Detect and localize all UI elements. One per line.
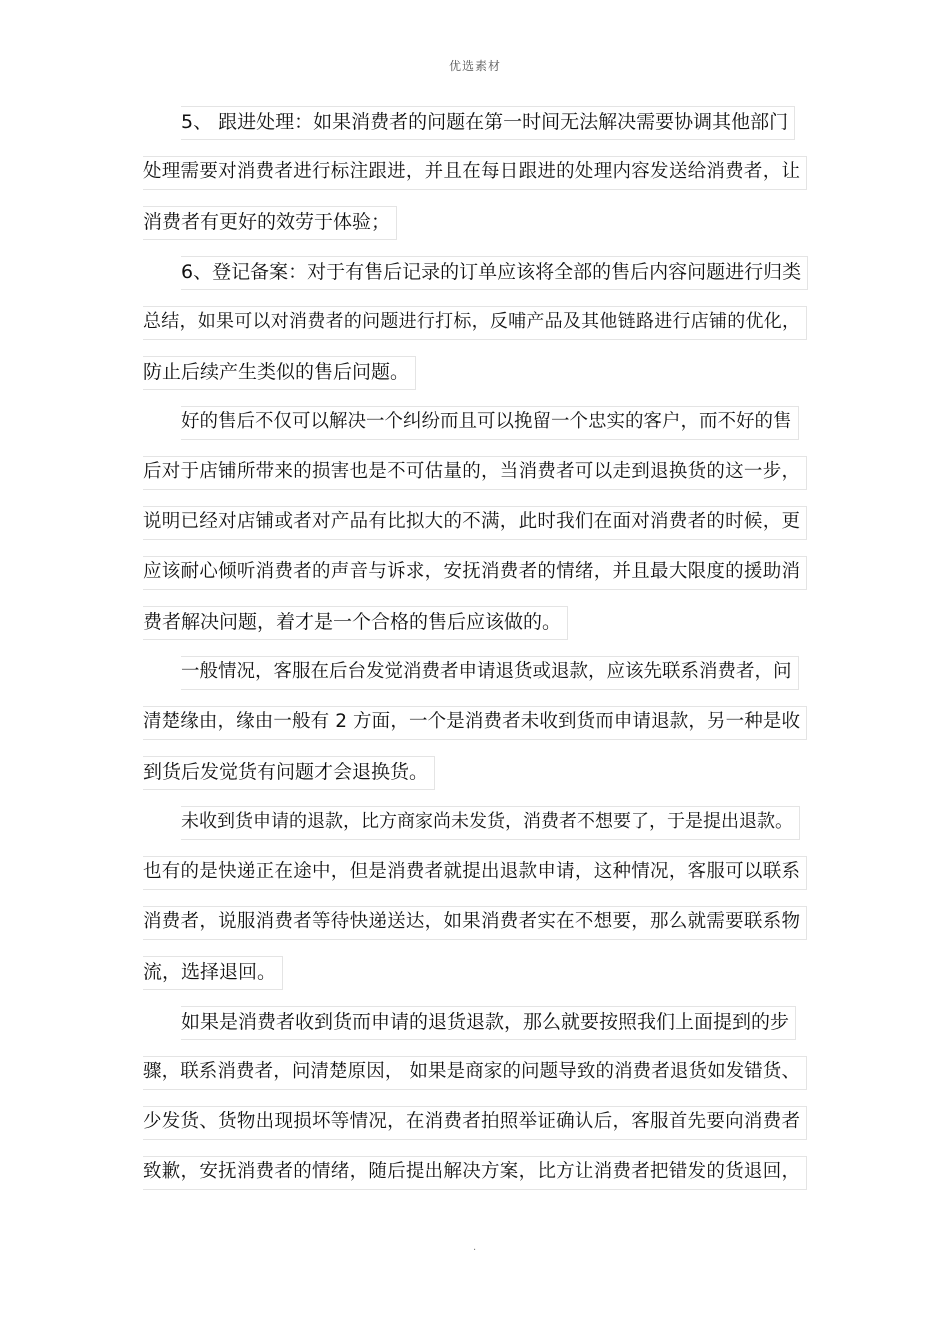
paragraph-line (143, 196, 807, 246)
line-text: 应该耐心倾听消费者的声音与诉求，安抚消费者的情绪，并且最大限度的援助消 (143, 556, 807, 590)
line-text: 一般情况，客服在后台发觉消费者申请退货或退款，应该先联系消费者，问 (181, 656, 799, 690)
line-text: 致歉，安抚消费者的情绪，随后提出解决方案，比方让消费者把错发的货退回， (143, 1156, 807, 1190)
line-text: 骤，联系消费者，问清楚原因， 如果是商家的问题导致的消费者退货如发错货、 (143, 1056, 807, 1090)
line-text: 未收到货申请的退款，比方商家尚未发货，消费者不想要了，于是提出退款。 (181, 806, 800, 840)
paragraph-line (143, 1046, 807, 1096)
line-text: 流，选择退回。 (143, 956, 283, 990)
line-text: 说明已经对店铺或者对产品有比拟大的不满，此时我们在面对消费者的时候，更 (143, 506, 807, 540)
paragraph-line (143, 396, 807, 446)
line-text: 5、 跟进处理：如果消费者的问题在第一时间无法解决需要协调其他部门 (181, 106, 795, 140)
document-body (143, 96, 807, 1196)
page-header: 优选素材 (448, 59, 501, 73)
line-text: 少发货、货物出现损坏等情况，在消费者拍照举证确认后，客服首先要向消费者 (143, 1106, 807, 1140)
footer-dot: . (473, 1242, 477, 1253)
paragraph-line (143, 896, 807, 946)
line-text: 消费者，说服消费者等待快递送达，如果消费者实在不想要，那么就需要联系物 (143, 906, 807, 940)
paragraph-line (143, 496, 807, 546)
line-text: 好的售后不仅可以解决一个纠纷而且可以挽留一个忠实的客户，而不好的售 (181, 406, 799, 440)
line-text: 费者解决问题，着才是一个合格的售后应该做的。 (143, 606, 568, 640)
paragraph-line (143, 546, 807, 596)
line-text: 清楚缘由，缘由一般有 2 方面，一个是消费者未收到货而申请退款，另一种是收 (143, 706, 807, 740)
line-text: 6、登记备案：对于有售后记录的订单应该将全部的售后内容问题进行归类 (181, 256, 808, 290)
paragraph-line (143, 946, 807, 996)
line-text: 也有的是快递正在途中，但是消费者就提出退款申请，这种情况，客服可以联系 (143, 856, 807, 890)
paragraph-line (143, 246, 807, 296)
paragraph-line (143, 646, 807, 696)
line-text: 如果是消费者收到货而申请的退货退款，那么就要按照我们上面提到的步 (181, 1006, 796, 1040)
line-text: 后对于店铺所带来的损害也是不可估量的，当消费者可以走到退换货的这一步， (143, 456, 807, 490)
line-text: 防止后续产生类似的售后问题。 (143, 356, 416, 390)
paragraph-line (143, 996, 807, 1046)
paragraph-line (143, 796, 807, 846)
paragraph-line (143, 346, 807, 396)
paragraph-line (143, 596, 807, 646)
line-text: 消费者有更好的效劳于体验； (143, 206, 397, 240)
line-text: 处理需要对消费者进行标注跟进，并且在每日跟进的处理内容发送给消费者，让 (143, 156, 807, 190)
paragraph-line (143, 146, 807, 196)
paragraph-line (143, 296, 807, 346)
paragraph-line (143, 1096, 807, 1146)
paragraph-line (143, 696, 807, 746)
paragraph-line (143, 1146, 807, 1196)
paragraph-line (143, 446, 807, 496)
line-text: 总结，如果可以对消费者的问题进行打标，反哺产品及其他链路进行店铺的优化， (143, 306, 807, 340)
line-text: 到货后发觉货有问题才会退换货。 (143, 756, 435, 790)
paragraph-line (143, 746, 807, 796)
paragraph-line (143, 846, 807, 896)
paragraph-line (143, 96, 807, 146)
